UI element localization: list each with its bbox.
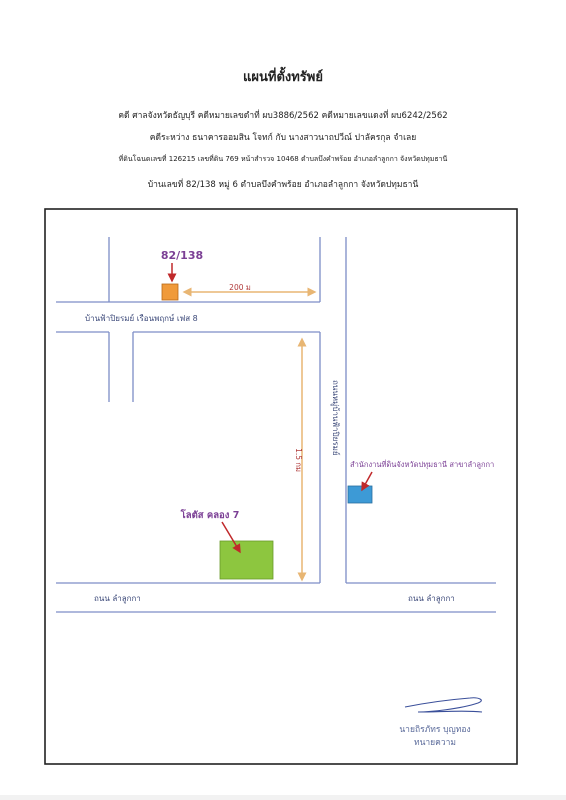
land-office-marker — [348, 486, 372, 503]
house-address-line: บ้านเลขที่ 82/138 หมู่ 6 ตำบลบึงคำพร้อย อำเภอลำลูกกา จังหวัดปทุมธานี — [147, 180, 419, 190]
page-bottom-edge — [0, 795, 566, 800]
page-title: แผนที่ตั้งทรัพย์ — [243, 70, 323, 85]
land-office-label: สำนักงานที่ดินจังหวัดปทุมธานี สาขาลำลูกกา — [350, 460, 495, 469]
main-road-label-left: ถนน ลำลูกกา — [94, 594, 141, 603]
landmark-marker — [220, 541, 273, 579]
main-road-label-right: ถนน ลำลูกกา — [408, 594, 455, 603]
village-label: บ้านฟ้าปิยรมย์ เรือนพฤกษ์ เฟส 8 — [85, 314, 198, 323]
property-label: 82/138 — [160, 249, 204, 262]
distance-vertical-label: 1.5 กม — [294, 448, 303, 472]
land-deed-line: ที่ดินโฉนดเลขที่ 126215 เลขที่ดิน 769 หน้าสำรวจ 10468 ตำบลบึงคำพร้อย อำเภอลำลูกกา จังหวัดปทุมธานี — [118, 155, 448, 163]
road-lines — [56, 237, 496, 612]
signatory-role: ทนายความ — [413, 738, 456, 748]
side-road-label: ถนนหมู่บ้านฟ้าปิยรมย์ — [331, 380, 340, 456]
landmark-label: โลตัส คลอง 7 — [180, 510, 240, 521]
signature-scribble — [405, 698, 482, 712]
parties-line: คดีระหว่าง ธนาคารออมสิน โจทก์ กับ นางสาวนาถปวีณ์ ปาลัครกุล จำเลย — [149, 133, 417, 143]
signatory-name: นายถิรภัทร บุญทอง — [399, 725, 471, 735]
case-line: คดี ศาลจังหวัดธัญบุรี คดีหมายเลขดำที่ ผบ3886/2562 คดีหมายเลขแดงที่ ผบ6242/2562 — [118, 111, 448, 121]
signature-block — [380, 724, 490, 750]
property-marker — [162, 284, 178, 300]
distance-horizontal-label: 200 ม — [229, 283, 251, 292]
